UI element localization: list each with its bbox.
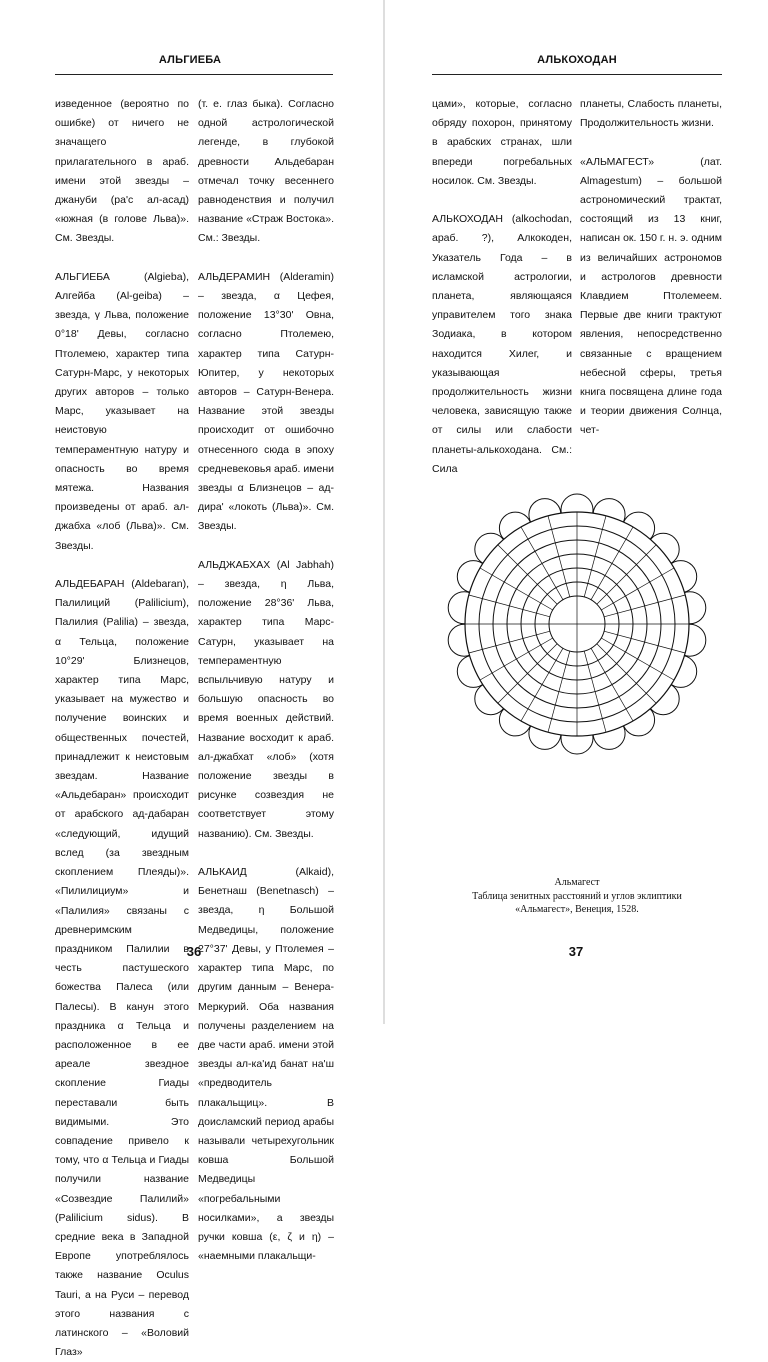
left-col2-para-3: АЛЬДЖАБХАХ (Al Jabhah) – звезда, η Льва, положение 28°36' Льва, характер типа Марс-Сатурн, указывает на темпераментную вспыльчивую натуру и большую опасность во время военных действий. Название восходит к араб. ал-джабхат «лоб» (хотя положение звезды в рисунке созвездия не соответствует этому названию). См. Звезды. [198,558,334,840]
figure-caption [432,876,722,917]
caption-line-1: Таблица зенитных расстояний и углов эклиптики [472,890,682,902]
right-col1-para-2: АЛЬКОХОДАН (alkochodan, араб. ?), Алкокоден, Указатель Года – в исламской астрологии, планета, являющаяся управителем того знака Зодиака, в котором находится Хилег, и указывающая продолжительность жизни человека, зависящую также от силы или слабости планеты-алькоходана. См.: Сила [432,213,572,475]
almagest-rose-diagram-icon [432,388,722,872]
right-page-number: 37 [568,944,584,959]
left-column-1 [55,95,189,1362]
left-header-rule [55,74,333,75]
left-col2-para-1: (т. е. глаз быка). Согласно одной астрологической легенде, в глубокой древности Альдебаран отмечал точку весеннего равноденствия и получил название «Страж Востока». См.: Звезды. [198,98,334,245]
left-col2-para-4: АЛЬКАИД (Alkaid), Бенетнаш (Benetnasch) – звезда, η Большой Медведицы, положение 27°37' Девы, у Птолемея – характер типа Марс, по другим данным – Венера-Меркурий. Оба названия получены разделением на две части араб. имени этой звезды ал-ка'ид банат на'ш «предводитель плакальщиц». В доисламский период арабы называли четырехугольник ковша Большой Медведицы «погребальными носилками», а звезды ручки ковша (ε, ζ и η) – «наемными плакальщи- [198,866,334,1263]
caption-title: Альмагест [554,877,600,888]
right-col2-para-1: планеты, Слабость планеты, Продолжительность жизни. [580,98,722,130]
left-col2-para-2: АЛЬДЕРАМИН (Alderamin) – звезда, α Цефея, положение 13°30' Овна, согласно Птолемею, характер типа Сатурн-Юпитер, у некоторых авторов – Сатурн-Венера. Название этой звезды происходит от ошибочно отнесенного сюда в эпоху средневековья араб. имени звезды α Близнецов – ад-дира' «локоть (Льва)». См. Звезды. [198,270,334,533]
left-col1-para-2: АЛЬГИЕБА (Algieba), Алгейба (Al-geiba) – звезда, γ Льва, положение 0°18' Девы, согласно Птолемею, характер типа Сатурн-Марс, у некоторых других авторов – только Марс, указывает на неистовую темпераментную натуру и опасность во время мятежа. Названия произведены от араб. ал-джабха «лоб (Льва)». См. Звезды. [55,270,189,552]
left-col1-para-3: АЛЬДЕБАРАН (Aldebaran), Палилиций (Palilicium), Палилия (Palilia) – звезда, α Тельца, положение 10°29' Близнецов, характер типа Марс, указывает на мужество и получение воинских и общественных почестей, принадлежит к неистовым звездам. Название «Альдебаран» происходит от арабского ад-дабаран «следующий, идущий вслед (за звездным скоплением Плеяды)». «Пилилициум» и «Палилия» связаны с древнеримским праздником Палилии в честь пастушеского божества Палеса (или Палесы). В канун этого праздника α Тельца и расположенное в ее ареале звездное скопление Гиады переставали быть видимыми. Это совпадение привело к тому, что α Тельца и Гиады получили название «Созвездие Палилий» (Palilicium sidus). В средние века в Западной Европе употреблялось также название Oculus Tauri, а на Руси – перевод этого названия с латинского – «Воловий Глаз» [55,578,189,1359]
right-col1-para-1: цами», которые, согласно обряду похорон, принятому в арабских странах, шли впереди погребальных носилок. См. Звезды. [432,98,572,187]
left-col1-para-1: изведенное (вероятно по ошибке) от ничего не значащего прилагательного в араб. имени этой звезды – джануби (ра'с ал-асад) «южная (в голове Льва)». См. Звезды. [55,98,189,245]
caption-line-2: «Альмагест», Венеция, 1528. [515,904,639,915]
left-column-2 [198,95,334,1266]
left-page-number: 36 [186,944,202,959]
book-gutter [383,0,385,1024]
almagest-figure [432,388,722,872]
right-header-rule [432,74,722,75]
right-col2-para-2: «АЛЬМАГЕСТ» (лат. Almagestum) – большой астрономический трактат, состоящий из 13 книг, написан ок. 150 г. н. э. одним из величайших астрономов и астрологов древности Клавдием Птолемеем. Первые две книги трактуют явления, непосредственно связанные с вращением небесной сферы, третья книга посвящена длине года и теории движения Солнца, чет- [580,155,722,437]
right-running-head: АЛЬКОХОДАН [537,54,617,66]
left-running-head: АЛЬГИЕБА [158,54,222,66]
